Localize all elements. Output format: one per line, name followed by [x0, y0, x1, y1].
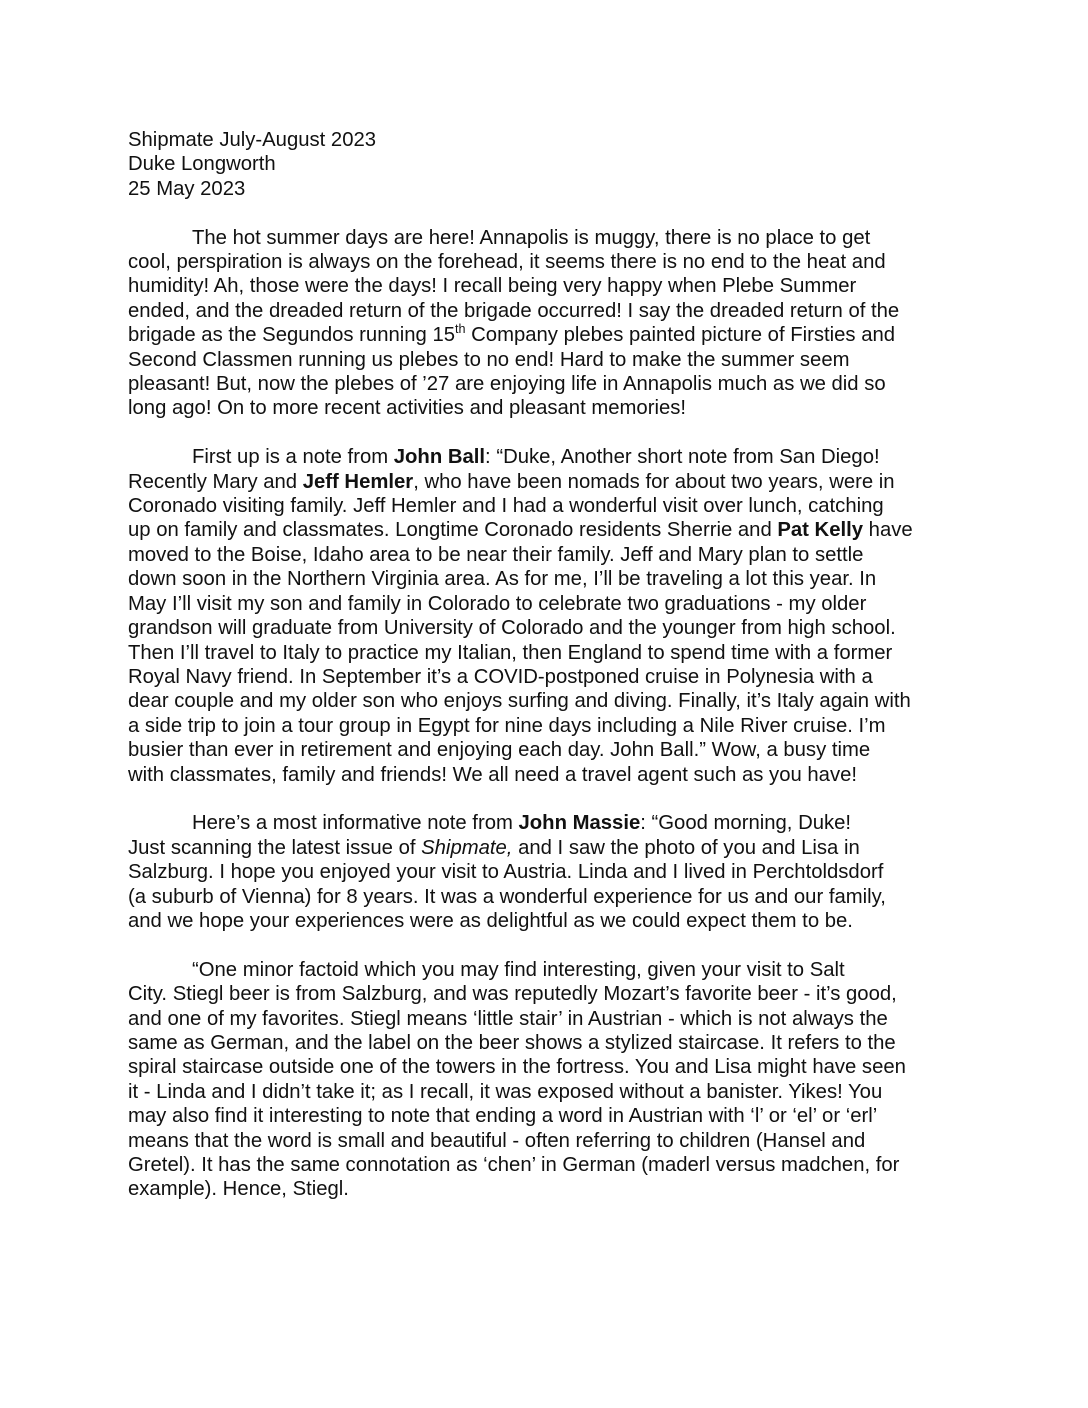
bold-name: John Massie: [518, 812, 641, 835]
text-line: [128, 958, 964, 982]
text-run: and one of my favorites. Stiegl means ‘little stair’ in Austrian - which is not always the: [128, 1007, 888, 1030]
text-run: : “Good morning, Duke!: [640, 812, 852, 835]
text-run: and I saw the photo of you and Lisa in: [512, 836, 860, 859]
text-run: Royal Navy friend. In September it’s a COVID-postponed cruise in Polynesia with a: [128, 665, 873, 688]
paragraph-john-ball: [128, 445, 964, 787]
text-line: [128, 1129, 964, 1153]
spacer: [128, 201, 964, 225]
paragraph-john-massie: [128, 811, 964, 933]
bold-name: Pat Kelly: [777, 519, 864, 542]
bold-name: John Ball: [393, 446, 486, 469]
text-run: example). Hence, Stiegl.: [128, 1178, 349, 1201]
spacer: [128, 933, 964, 957]
document-date: 25 May 2023: [128, 177, 246, 200]
text-line: [128, 665, 964, 689]
text-run: Then I’ll travel to Italy to practice my Italian, then England to spend time with a former: [128, 641, 893, 664]
text-line: [128, 372, 964, 396]
paragraph-stiegl: [128, 958, 964, 1202]
text-run: brigade as the Segundos running 15: [128, 324, 456, 347]
text-line: [128, 763, 964, 787]
text-line: [128, 567, 964, 591]
text-line: [128, 299, 964, 323]
italic-text: Shipmate,: [421, 836, 513, 859]
text-run: First up is a note from: [192, 446, 394, 469]
text-run: pleasant! But, now the plebes of ’27 are enjoying life in Annapolis much as we did so: [128, 373, 886, 396]
text-line: [128, 323, 964, 347]
text-run: ended, and the dreaded return of the brigade occurred! I say the dreaded return of the: [128, 299, 900, 322]
text-run: Second Classmen running us plebes to no end! Hard to make the summer seem: [128, 348, 850, 371]
text-line: [128, 1007, 964, 1031]
text-line: [128, 396, 964, 420]
publication-title: Shipmate July-August 2023: [128, 129, 377, 151]
text-line: [128, 518, 964, 542]
text-run: long ago! On to more recent activities and pleasant memories!: [128, 397, 687, 420]
text-run: (a suburb of Vienna) for 8 years. It was a wonderful experience for us and our family,: [128, 885, 886, 908]
text-line: [128, 738, 964, 762]
text-line: [128, 470, 964, 494]
text-line: [128, 226, 964, 250]
spacer: [128, 787, 964, 811]
author-name: Duke Longworth: [128, 153, 276, 176]
text-run: dear couple and my older son who enjoys surfing and diving. Finally, it’s Italy again with: [128, 690, 911, 713]
text-run: Salzburg. I hope you enjoyed your visit to Austria. Linda and I lived in Perchtoldsdorf: [128, 861, 884, 884]
text-line: [128, 1080, 964, 1104]
text-line: [128, 689, 964, 713]
text-line: [128, 885, 964, 909]
text-run: and we hope your experiences were as delightful as we could expect them to be.: [128, 909, 853, 932]
text-run: “One minor factoid which you may find interesting, given your visit to Salt: [192, 958, 845, 981]
text-run: cool, perspiration is always on the forehead, it seems there is no end to the heat and: [128, 251, 886, 274]
text-run: Gretel). It has the same connotation as ‘chen’ in German (maderl versus madchen, for: [128, 1154, 900, 1176]
text-line: [128, 250, 964, 274]
text-run: busier than ever in retirement and enjoying each day. John Ball.” Wow, a busy time: [128, 739, 871, 762]
text-line: [128, 860, 964, 884]
text-run: spiral staircase outside one of the towers in the fortress. You and Lisa might have seen: [128, 1056, 906, 1079]
text-run: Company plebes painted picture of Firsties and: [465, 324, 896, 347]
text-line: [128, 348, 964, 372]
text-line: [128, 982, 964, 1006]
text-line: [128, 274, 964, 298]
text-line: [128, 1177, 964, 1201]
text-line: [128, 616, 964, 640]
text-run: may also find it interesting to note that ending a word in Austrian with ‘l’ or ‘el’ or ‘erl’: [128, 1105, 878, 1128]
text-run: May I’ll visit my son and family in Colorado to celebrate two graduations - my older: [128, 592, 867, 615]
text-run: humidity! Ah, those were the days! I recall being very happy when Plebe Summer: [128, 275, 857, 298]
text-line: [128, 1153, 964, 1177]
text-line: [128, 641, 964, 665]
bold-name: Jeff Hemler: [302, 470, 414, 493]
text-line: [128, 909, 964, 933]
paragraph-intro: [128, 226, 964, 421]
text-line: [128, 836, 964, 860]
text-run: up on family and classmates. Longtime Coronado residents Sherrie and: [128, 519, 778, 542]
text-run: The hot summer days are here! Annapolis is muggy, there is no place to get: [192, 226, 871, 249]
text-run: City. Stiegl beer is from Salzburg, and was reputedly Mozart’s favorite beer - it’s good,: [128, 983, 897, 1006]
text-line: [128, 445, 964, 469]
text-line: [128, 1055, 964, 1079]
document-body: [128, 128, 964, 1202]
text-run: grandson will graduate from University of Colorado and the younger from high school.: [128, 617, 896, 640]
text-run: Recently Mary and: [128, 470, 303, 493]
ordinal-suffix: th: [455, 322, 466, 337]
text-line: [128, 592, 964, 616]
text-run: Just scanning the latest issue of: [128, 836, 422, 859]
text-line: [128, 543, 964, 567]
text-run: Here’s a most informative note from: [192, 812, 519, 835]
text-line: [128, 714, 964, 738]
text-run: it - Linda and I didn’t take it; as I recall, it was exposed without a banister. Yikes! You: [128, 1080, 883, 1103]
text-run: a side trip to join a tour group in Egypt for nine days including a Nile River cruise. I’m: [128, 714, 886, 737]
text-run: , who have been nomads for about two years, were in: [413, 470, 895, 493]
text-line: [128, 1031, 964, 1055]
text-run: with classmates, family and friends! We all need a travel agent such as you have!: [128, 763, 857, 786]
text-line: [128, 494, 964, 518]
text-run: Coronado visiting family. Jeff Hemler and I had a wonderful visit over lunch, catching: [128, 495, 884, 518]
text-run: : “Duke, Another short note from San Diego!: [485, 446, 880, 469]
text-run: down soon in the Northern Virginia area. As for me, I’ll be traveling a lot this year. In: [128, 568, 877, 591]
text-run: means that the word is small and beautiful - often referring to children (Hansel and: [128, 1129, 866, 1152]
spacer: [128, 421, 964, 445]
text-run: have: [863, 519, 913, 542]
text-line: [128, 1104, 964, 1128]
text-run: moved to the Boise, Idaho area to be near their family. Jeff and Mary plan to settle: [128, 543, 864, 566]
text-run: same as German, and the label on the beer shows a stylized staircase. It refers to the: [128, 1031, 896, 1054]
text-line: [128, 811, 964, 835]
